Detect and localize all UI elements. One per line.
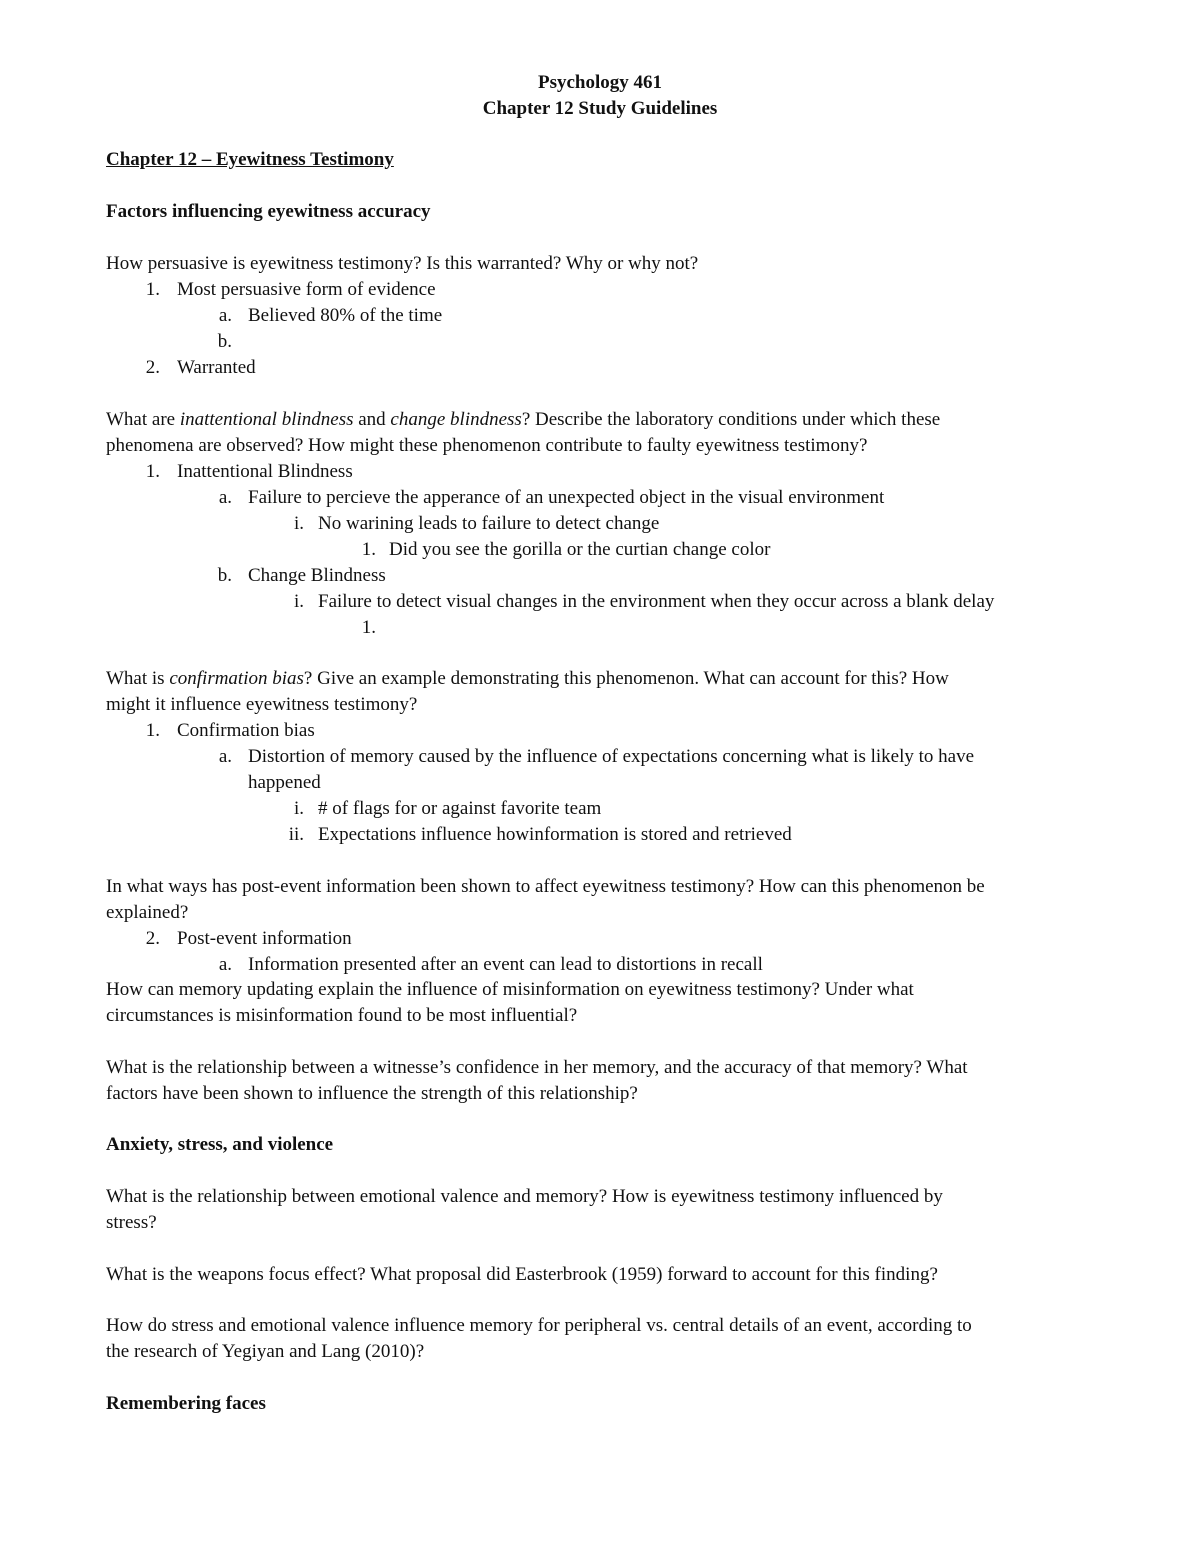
list-marker: ii.: [288, 824, 304, 845]
section-heading-faces: Remembering faces: [106, 1393, 266, 1414]
list-marker: a.: [218, 954, 232, 975]
question-confirmation-bias-cont: might it influence eyewitness testimony?: [106, 694, 418, 715]
list-item: Inattentional Blindness: [177, 461, 353, 482]
question-text: ? Give an example demonstrating this phenomenon. What can account for this? How: [303, 668, 949, 689]
list-item: Post-event information: [177, 928, 352, 949]
list-item: Did you see the gorilla or the curtian change color: [389, 539, 771, 560]
list-item: # of flags for or against favorite team: [318, 798, 602, 819]
question-confirmation-bias: [106, 666, 949, 692]
list-marker: 1.: [145, 461, 160, 482]
list-marker: i.: [293, 513, 304, 534]
list-marker: i.: [293, 591, 304, 612]
question-text: and: [353, 409, 391, 430]
list-item: Expectations influence howinformation is stored and retrieved: [318, 824, 792, 845]
list-item: Failure to percieve the apperance of an unexpected object in the visual environment: [248, 487, 885, 508]
chapter-title: Chapter 12 – Eyewitness Testimony: [106, 149, 394, 170]
question-confidence-accuracy-cont: factors have been shown to influence the strength of this relationship?: [106, 1083, 638, 1104]
list-marker: 2.: [145, 357, 160, 378]
term-inattentional-blindness: inattentional blindness: [179, 409, 354, 430]
list-marker: i.: [293, 798, 304, 819]
question-text: What are: [106, 409, 180, 430]
list-marker: a.: [218, 487, 232, 508]
list-marker: 1.: [361, 539, 376, 560]
term-change-blindness: change blindness: [390, 409, 522, 430]
list-marker: 1.: [361, 617, 376, 638]
list-item: Believed 80% of the time: [248, 305, 443, 326]
list-item: Distortion of memory caused by the influence of expectations concerning what is likely to have: [248, 746, 975, 767]
list-item: Information presented after an event can lead to distortions in recall: [248, 954, 763, 975]
section-heading-factors: Factors influencing eyewitness accuracy: [106, 201, 431, 222]
question-emotional-valence-cont: stress?: [106, 1212, 157, 1233]
list-item: Confirmation bias: [177, 720, 315, 741]
list-item: Warranted: [177, 357, 256, 378]
list-marker: b.: [217, 331, 232, 352]
list-marker: 1.: [145, 720, 160, 741]
question-peripheral-central: How do stress and emotional valence influence memory for peripheral vs. central details of an event, according to: [106, 1315, 972, 1336]
question-text: ? Describe the laboratory conditions under which these: [521, 409, 941, 430]
question-persuasive: How persuasive is eyewitness testimony? Is this warranted? Why or why not?: [106, 253, 699, 274]
list-marker: a.: [218, 746, 232, 767]
list-marker: 2.: [145, 928, 160, 949]
list-item: Failure to detect visual changes in the environment when they occur across a blank delay: [318, 591, 995, 612]
list-marker: 1.: [145, 279, 160, 300]
list-marker: a.: [218, 305, 232, 326]
question-peripheral-central-cont: the research of Yegiyan and Lang (2010)?: [106, 1341, 425, 1362]
question-post-event: In what ways has post-event information been shown to affect eyewitness testimony? How can this phenomenon be: [106, 876, 985, 897]
list-item: Change Blindness: [248, 565, 386, 586]
list-marker: b.: [217, 565, 232, 586]
list-item: Most persuasive form of evidence: [177, 279, 436, 300]
question-post-event-cont: explained?: [106, 902, 189, 923]
question-memory-updating: How can memory updating explain the influence of misinformation on eyewitness testimony? Under what: [106, 979, 914, 1000]
question-blindness-cont: phenomena are observed? How might these phenomenon contribute to faulty eyewitness testimony?: [106, 435, 868, 456]
document-subtitle: Chapter 12 Study Guidelines: [482, 98, 718, 119]
list-item-continuation: happened: [248, 772, 321, 793]
section-heading-anxiety: Anxiety, stress, and violence: [106, 1134, 334, 1155]
question-emotional-valence: What is the relationship between emotional valence and memory? How is eyewitness testimony influenced by: [106, 1186, 943, 1207]
list-item: No warining leads to failure to detect change: [318, 513, 660, 534]
question-blindness: [106, 407, 940, 433]
question-memory-updating-cont: circumstances is misinformation found to be most influential?: [106, 1005, 578, 1026]
course-title: Psychology 461: [537, 72, 663, 93]
question-text: What is: [106, 668, 170, 689]
term-confirmation-bias: confirmation bias: [169, 668, 304, 689]
question-weapons-focus: What is the weapons focus effect? What proposal did Easterbrook (1959) forward to account for this finding?: [106, 1264, 938, 1285]
question-confidence-accuracy: What is the relationship between a witnesse’s confidence in her memory, and the accuracy of that memory? What: [106, 1057, 968, 1078]
